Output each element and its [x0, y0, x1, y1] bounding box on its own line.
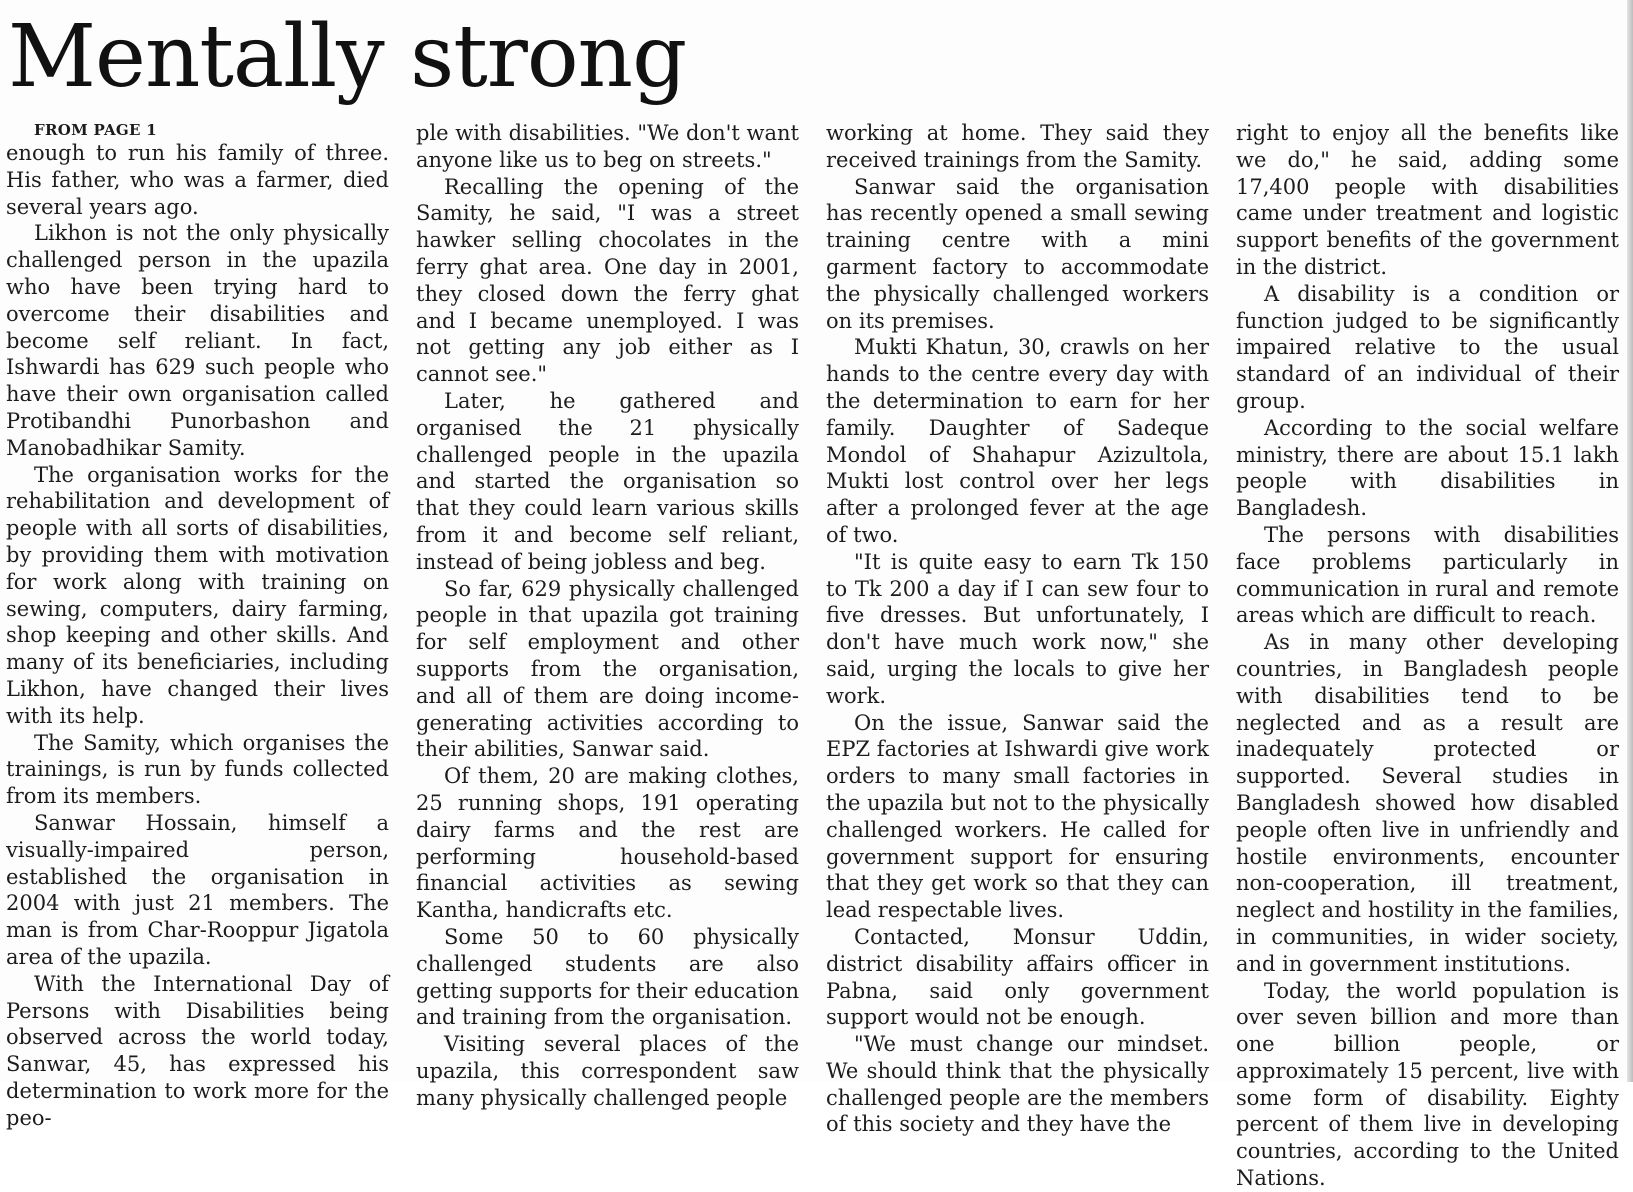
headline: Mentally strong: [8, 7, 687, 107]
paragraph: The organisation works for the rehabilitation and development of people with all sorts of disabilities, by providing them with motivation for work along with training on sewing, computers, dairy farming, shop keeping and other skills. And many of its beneficiaries, including Likhon, have changed their lives with its help.: [6, 462, 389, 728]
paragraph: Mukti Khatun, 30, crawls on her hands to the centre every day with the determination to earn for her family. Daughter of Sadeque Mondol of Shahapur Azizultola, Mukti lost control over her legs after a prolonged fever at the age of two.: [826, 335, 1209, 547]
paragraph: Contacted, Monsur Uddin, district disability affairs officer in Pabna, said only government support would not be enough.: [826, 924, 1209, 1030]
paragraph: The persons with disabilities face problems particularly in communication in rural and remote areas which are difficult to reach.: [1236, 522, 1619, 628]
paragraph: As in many other developing countries, in Bangladesh people with disabilities tend to be neglected and as a result are inadequately protected or supported. Several studies in Bangladesh showed how disabled people often live in unfriendly and hostile environments, encounter non-cooperation, ill treatment, neglect and hostility in the families, in communities, in wider society, and in government institutions.: [1236, 630, 1619, 976]
paragraph: right to enjoy all the benefits like we do," he said, adding some 17,400 people with disabilities came under treatment and logistic support benefits of the government in the district.: [1236, 121, 1619, 279]
article-body: [6, 120, 1621, 1191]
article-column-1: [6, 120, 389, 1130]
paragraph: Visiting several places of the upazila, this correspondent saw many physically challenged people: [416, 1032, 799, 1110]
paragraph: According to the social welfare ministry, there are about 15.1 lakh people with disabilities in Bangladesh.: [1236, 415, 1619, 521]
article-column-3: [826, 120, 1209, 1137]
paragraph: The Samity, which organises the trainings, is run by funds collected from its members.: [6, 730, 389, 809]
paragraph: working at home. They said they received trainings from the Samity.: [826, 121, 1209, 172]
paragraph: On the issue, Sanwar said the EPZ factories at Ishwardi give work orders to many small factories in the upazila but not to the physically challenged workers. He called for government support for ensuring that they get work so that they can lead respectable lives.: [826, 710, 1209, 923]
paragraph: enough to run his family of three. His father, who was a farmer, died several years ago.: [6, 141, 389, 219]
paragraph: ple with disabilities. "We don't want anyone like us to beg on streets.": [416, 121, 799, 172]
paragraph: Today, the world population is over seven billion and more than one billion people, or approximately 15 percent, live with some form of disability. Eighty percent of them live in developing countries, according to the United Nations.: [1236, 978, 1619, 1191]
paragraph: A disability is a condition or function judged to be significantly impaired relative to the usual standard of an individual of their group.: [1236, 281, 1619, 413]
paragraph: Later, he gathered and organised the 21 physically challenged people in the upazila and started the organisation so that they could learn various skills from it and become self reliant, instead of being jobless and beg.: [416, 388, 799, 574]
paragraph: So far, 629 physically challenged people in that upazila got training for self employment and other supports from the organisation, and all of them are doing income-generating activities according to their abilities, Sanwar said.: [416, 576, 799, 762]
paragraph: Sanwar said the organisation has recently opened a small sewing training centre with a mini garment factory to accommodate the physically challenged workers on its premises.: [826, 174, 1209, 333]
article-column-4: [1236, 120, 1619, 1191]
paragraph: Likhon is not the only physically challenged person in the upazila who have been trying hard to overcome their disabilities and become self reliant. In fact, Ishwardi has 629 such people who have their own organisation called Protibandhi Punorbashon and Manobadhikar Samity.: [6, 221, 389, 460]
dateline: FROM PAGE 1: [34, 121, 158, 139]
paragraph: Of them, 20 are making clothes, 25 running shops, 191 operating dairy farms and the rest are performing household-based financial activities as sewing Kantha, handicrafts etc.: [416, 764, 799, 923]
paragraph: Some 50 to 60 physically challenged students are also getting supports for their education and training from the organisation.: [416, 924, 799, 1030]
paragraph: Recalling the opening of the Samity, he said, "I was a street hawker selling chocolates in the ferry ghat area. One day in 2001, they closed down the ferry ghat and I became unemployed. I was not getting any job either as I cannot see.": [416, 174, 799, 387]
paragraph: Sanwar Hossain, himself a visually-impaired person, established the organisation in 2004 with just 21 members. The man is from Char-Rooppur Jigatola area of the upazila.: [6, 810, 389, 969]
article-column-2: [416, 120, 799, 1110]
paragraph: "It is quite easy to earn Tk 150 to Tk 200 a day if I can sew four to five dresses. But unfortunately, I don't have much work now," she said, urging the locals to give her work.: [826, 549, 1209, 708]
paragraph: "We must change our mindset. We should think that the physically challenged people are the members of this society and they have the: [826, 1032, 1209, 1137]
paragraph: With the International Day of Persons with Disabilities being observed across the world today, Sanwar, 45, has expressed his determination to work more for the peo-: [6, 971, 389, 1130]
page-edge-shadow: [1627, 0, 1633, 1082]
